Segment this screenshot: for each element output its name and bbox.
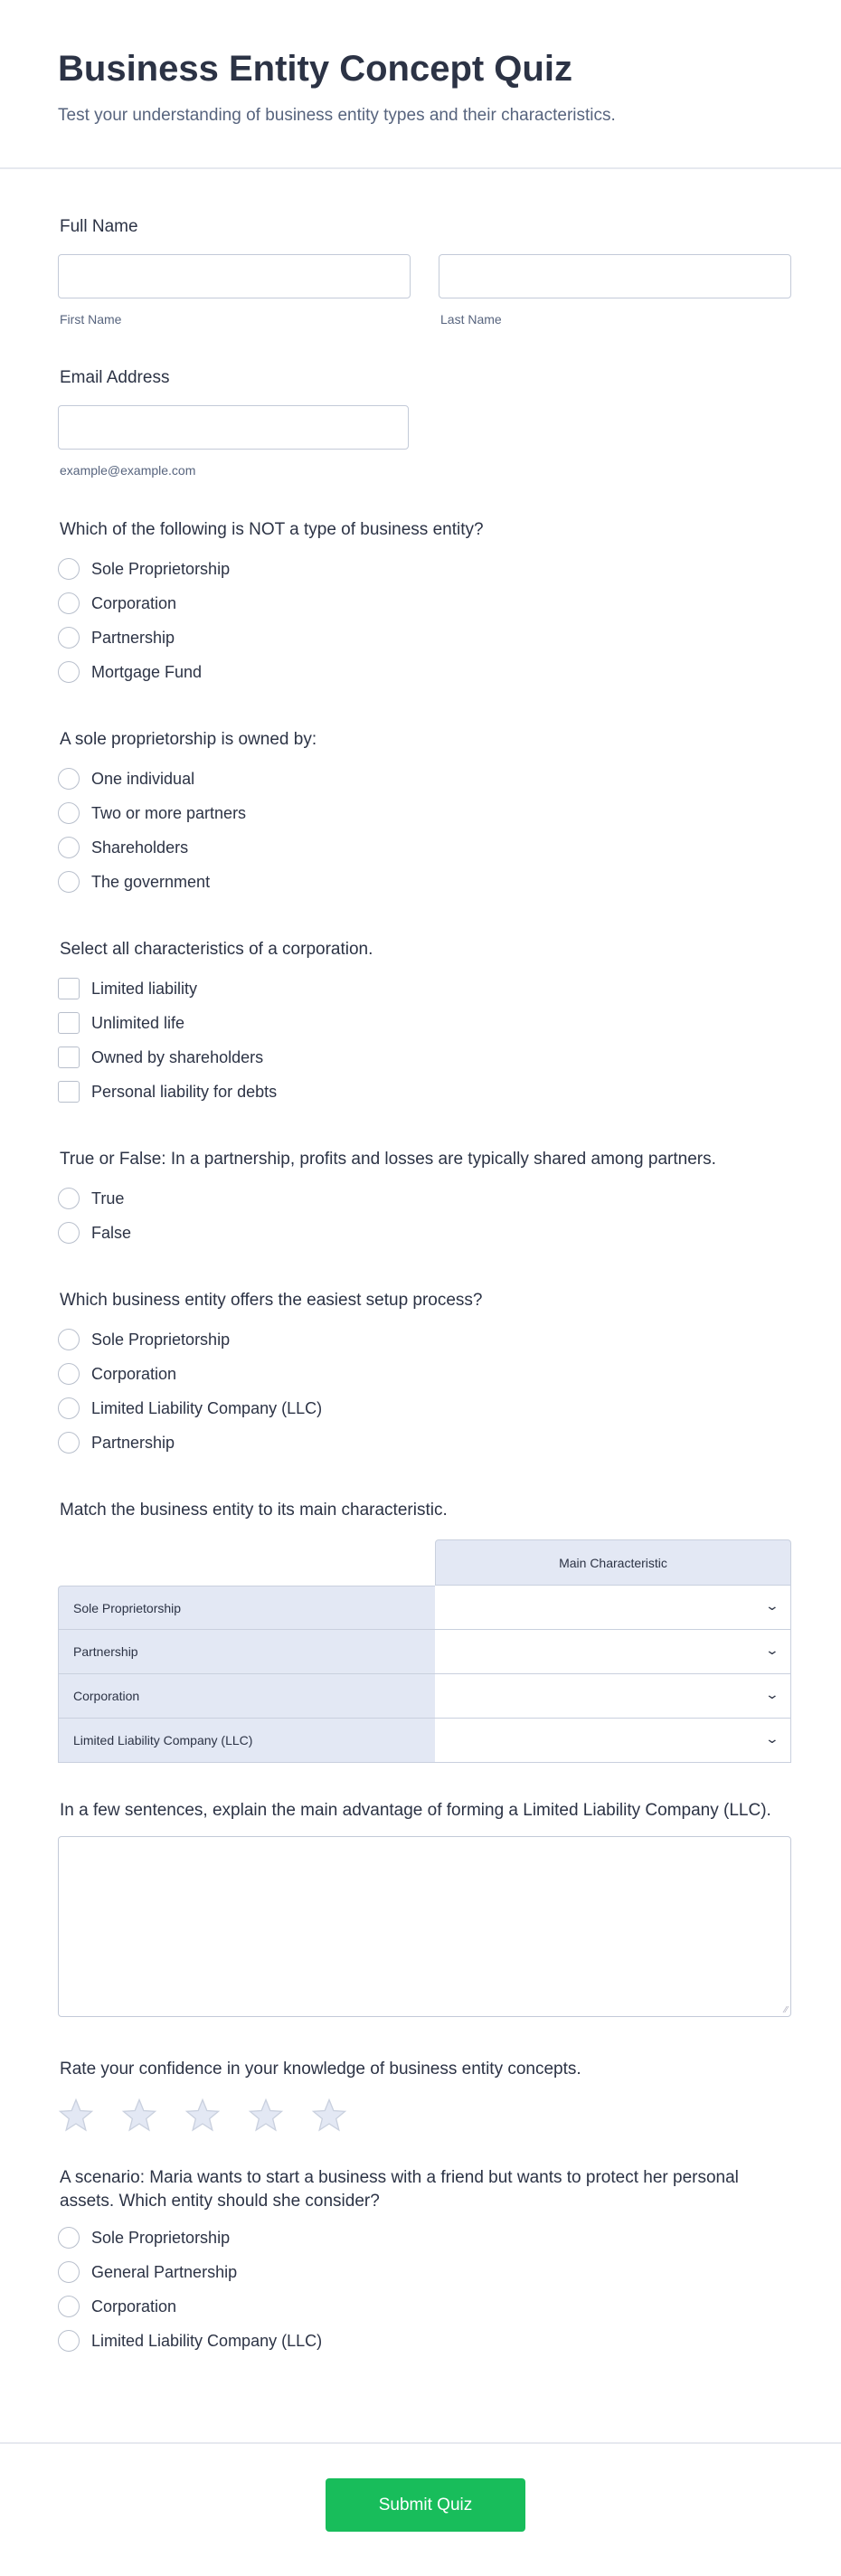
radio-button[interactable]	[58, 1363, 80, 1385]
quiz-form	[0, 215, 841, 2358]
option-q3-2[interactable]	[58, 1040, 791, 1075]
characteristic-select[interactable]	[435, 1674, 791, 1719]
option-q1-0[interactable]	[58, 552, 791, 586]
option-label: Partnership	[91, 628, 175, 647]
question-6	[58, 1499, 791, 1763]
resize-grip-icon[interactable]: ⁄⁄	[784, 2005, 788, 2015]
option-label: Personal liability for debts	[91, 1082, 278, 1101]
option-label: Shareholders	[91, 838, 189, 857]
option-label: Sole Proprietorship	[91, 559, 231, 578]
star-icon[interactable]	[311, 2098, 347, 2134]
chevron-down-icon: ⌄	[764, 1731, 780, 1746]
question-label: In a few sentences, explain the main advantage of forming a Limited Liability Company (LLC).	[60, 1801, 771, 1820]
checkbox[interactable]	[58, 1081, 80, 1103]
option-label: Limited liability	[91, 979, 198, 998]
option-q5-2[interactable]	[58, 1391, 791, 1425]
radio-button[interactable]	[58, 592, 80, 614]
question-label: A scenario: Maria wants to start a business with a friend but wants to protect her personal assets. Which entity should she consider?	[60, 2168, 739, 2211]
option-label: Partnership	[91, 1433, 175, 1452]
option-q1-1[interactable]	[58, 586, 791, 620]
row-label: Limited Liability Company (LLC)	[58, 1719, 435, 1763]
star-icon[interactable]	[184, 2098, 221, 2134]
option-q2-1[interactable]	[58, 796, 791, 830]
full-name-label: Full Name	[60, 217, 138, 236]
question-7	[58, 1799, 791, 2017]
question-label: True or False: In a partnership, profits and losses are typically shared among partners.	[60, 1150, 716, 1169]
radio-button[interactable]	[58, 2261, 80, 2283]
radio-button[interactable]	[58, 2296, 80, 2317]
option-label: Sole Proprietorship	[91, 1330, 231, 1349]
option-q5-0[interactable]	[58, 1322, 791, 1357]
submit-quiz-button[interactable]: Submit Quiz	[326, 2478, 525, 2532]
radio-button[interactable]	[58, 802, 80, 824]
option-q9-0[interactable]	[58, 2221, 791, 2255]
radio-button[interactable]	[58, 1432, 80, 1454]
question-1	[58, 518, 791, 689]
radio-button[interactable]	[58, 627, 80, 649]
radio-button[interactable]	[58, 558, 80, 580]
option-q9-1[interactable]	[58, 2255, 791, 2289]
matching-table	[58, 1539, 791, 1763]
chevron-down-icon: ⌄	[764, 1598, 780, 1613]
first-name-sublabel: First Name	[60, 312, 122, 327]
option-label: Mortgage Fund	[91, 662, 203, 681]
page-title: Business Entity Concept Quiz	[58, 49, 572, 89]
checkbox[interactable]	[58, 1012, 80, 1034]
option-q2-3[interactable]	[58, 865, 791, 899]
option-q9-3[interactable]	[58, 2324, 791, 2358]
chevron-down-icon: ⌄	[764, 1643, 780, 1657]
form-header	[0, 0, 841, 169]
question-label: Select all characteristics of a corporation.	[60, 940, 373, 959]
question-label: Match the business entity to its main characteristic.	[60, 1501, 448, 1520]
radio-button[interactable]	[58, 871, 80, 893]
question-8	[58, 2058, 791, 2134]
option-label: Corporation	[91, 593, 177, 612]
question-label: Rate your confidence in your knowledge of business entity concepts.	[60, 2060, 581, 2079]
option-q9-2[interactable]	[58, 2289, 791, 2324]
option-q3-1[interactable]	[58, 1006, 791, 1040]
matching-row	[58, 1586, 791, 1630]
option-label: Corporation	[91, 2297, 177, 2316]
question-4	[58, 1148, 791, 1250]
form-footer	[0, 2442, 841, 2576]
question-label: Which business entity offers the easiest setup process?	[60, 1291, 483, 1310]
full-name-section	[58, 215, 791, 327]
option-q1-2[interactable]	[58, 620, 791, 655]
option-q2-2[interactable]	[58, 830, 791, 865]
option-label: One individual	[91, 769, 195, 788]
option-label: Limited Liability Company (LLC)	[91, 2331, 323, 2350]
radio-button[interactable]	[58, 2227, 80, 2249]
option-label: The government	[91, 872, 211, 891]
star-icon[interactable]	[58, 2098, 94, 2134]
last-name-input[interactable]	[439, 254, 791, 298]
option-q2-0[interactable]	[58, 762, 791, 796]
question-2	[58, 728, 791, 899]
option-q5-3[interactable]	[58, 1425, 791, 1460]
radio-button[interactable]	[58, 768, 80, 790]
star-rating	[58, 2098, 791, 2134]
star-icon[interactable]	[121, 2098, 157, 2134]
option-label: True	[91, 1189, 125, 1208]
chevron-down-icon: ⌄	[764, 1687, 780, 1701]
option-q4-0[interactable]	[58, 1181, 791, 1216]
characteristic-select[interactable]	[435, 1630, 791, 1674]
option-label: Corporation	[91, 1364, 177, 1383]
first-name-input[interactable]	[58, 254, 411, 298]
checkbox[interactable]	[58, 978, 80, 999]
radio-button[interactable]	[58, 2330, 80, 2352]
question-3	[58, 938, 791, 1109]
matching-row	[58, 1630, 791, 1674]
radio-button[interactable]	[58, 1397, 80, 1419]
email-section	[58, 366, 791, 478]
matching-row	[58, 1674, 791, 1719]
option-q5-1[interactable]	[58, 1357, 791, 1391]
question-label: Which of the following is NOT a type of business entity?	[60, 520, 484, 539]
question-label: A sole proprietorship is owned by:	[60, 730, 317, 749]
email-label: Email Address	[60, 368, 170, 387]
question-5	[58, 1289, 791, 1460]
page-subtitle: Test your understanding of business entity types and their characteristics.	[58, 106, 616, 125]
radio-button[interactable]	[58, 837, 80, 858]
radio-button[interactable]	[58, 1222, 80, 1244]
question-9	[58, 2166, 791, 2358]
option-q3-3[interactable]	[58, 1075, 791, 1109]
option-label: Unlimited life	[91, 1013, 185, 1032]
answer-textarea[interactable]	[58, 1836, 791, 2017]
row-label: Sole Proprietorship	[58, 1586, 435, 1630]
option-q4-1[interactable]	[58, 1216, 791, 1250]
option-label: Two or more partners	[91, 803, 247, 822]
email-helper: example@example.com	[60, 463, 196, 478]
column-header: Main Characteristic	[435, 1539, 791, 1586]
radio-button[interactable]	[58, 1188, 80, 1209]
option-q3-0[interactable]	[58, 971, 791, 1006]
option-q1-3[interactable]	[58, 655, 791, 689]
option-label: Owned by shareholders	[91, 1047, 264, 1066]
option-label: Limited Liability Company (LLC)	[91, 1398, 323, 1417]
option-label: Sole Proprietorship	[91, 2228, 231, 2247]
email-input[interactable]	[58, 405, 409, 450]
characteristic-select[interactable]	[435, 1586, 791, 1630]
radio-button[interactable]	[58, 1329, 80, 1350]
checkbox[interactable]	[58, 1046, 80, 1068]
option-label: False	[91, 1223, 132, 1242]
row-label: Partnership	[58, 1630, 435, 1674]
row-label: Corporation	[58, 1674, 435, 1719]
matching-row	[58, 1719, 791, 1763]
radio-button[interactable]	[58, 661, 80, 683]
characteristic-select[interactable]	[435, 1719, 791, 1763]
last-name-sublabel: Last Name	[440, 312, 502, 327]
option-label: General Partnership	[91, 2262, 238, 2281]
star-icon[interactable]	[248, 2098, 284, 2134]
